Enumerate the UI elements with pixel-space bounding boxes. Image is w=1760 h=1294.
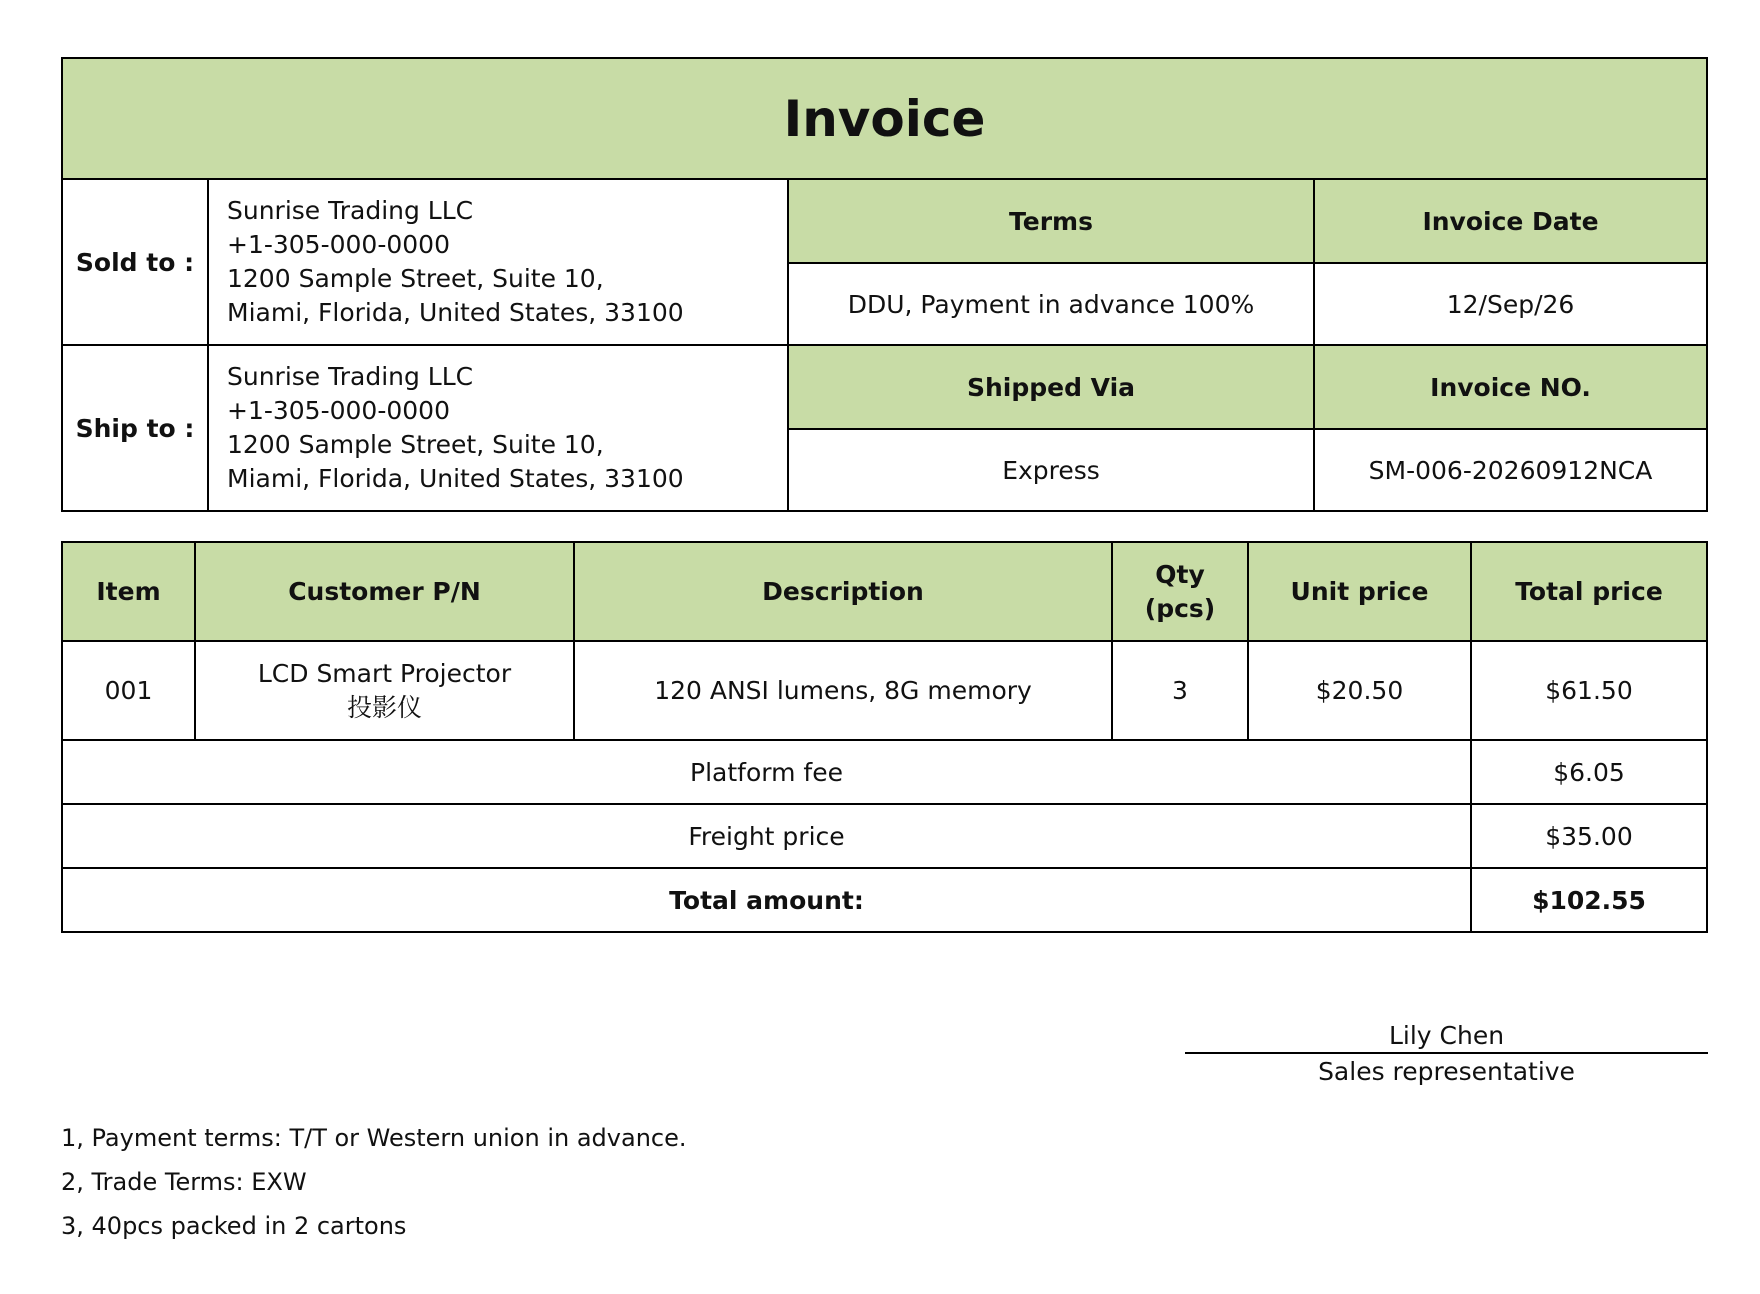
platform-fee-value: $6.05 <box>1471 740 1707 804</box>
col-header-customer-pn: Customer P/N <box>195 542 574 641</box>
items-header-row <box>62 542 1707 641</box>
ship-to-city: Miami, Florida, United States, 33100 <box>227 464 684 493</box>
freight-price-row <box>62 804 1707 868</box>
ship-to-address <box>208 345 788 511</box>
table-row <box>62 641 1707 740</box>
sold-to-company: Sunrise Trading LLC <box>227 196 474 225</box>
ship-to-phone: +1-305-000-0000 <box>227 396 450 425</box>
col-header-total-price: Total price <box>1471 542 1707 641</box>
terms-header: Terms <box>788 179 1314 263</box>
signature-block <box>1185 1020 1708 1090</box>
col-header-qty-line1: Qty <box>1155 559 1205 589</box>
items-table <box>61 541 1708 933</box>
terms-value: DDU, Payment in advance 100% <box>788 263 1314 345</box>
invoice-header-table <box>61 57 1708 512</box>
freight-price-label: Freight price <box>62 804 1471 868</box>
total-amount-value: $102.55 <box>1471 868 1707 932</box>
ship-to-company: Sunrise Trading LLC <box>227 362 474 391</box>
sold-to-street: 1200 Sample Street, Suite 10, <box>227 264 604 293</box>
ship-to-street: 1200 Sample Street, Suite 10, <box>227 430 604 459</box>
platform-fee-row <box>62 740 1707 804</box>
invoice-no-header: Invoice NO. <box>1314 345 1707 429</box>
cell-unit-price: $20.50 <box>1248 641 1471 740</box>
col-header-qty-line2: (pcs) <box>1144 593 1216 623</box>
cell-total-price: $61.50 <box>1471 641 1707 740</box>
cell-customer-pn <box>195 641 574 740</box>
platform-fee-label: Platform fee <box>62 740 1471 804</box>
total-amount-row <box>62 868 1707 932</box>
sold-to-label: Sold to : <box>62 179 208 345</box>
shipped-via-value: Express <box>788 429 1314 511</box>
cell-customer-pn-line1: LCD Smart Projector <box>257 658 512 688</box>
cell-customer-pn-line2: 投影仪 <box>346 692 422 722</box>
sold-to-address <box>208 179 788 345</box>
col-header-unit-price: Unit price <box>1248 542 1471 641</box>
shipped-via-header: Shipped Via <box>788 345 1314 429</box>
invoice-sheet <box>61 57 1706 933</box>
signature-role: Sales representative <box>1318 1057 1575 1086</box>
col-header-item: Item <box>62 542 195 641</box>
cell-item: 001 <box>62 641 195 740</box>
col-header-qty <box>1112 542 1248 641</box>
note-item: 1, Payment terms: T/T or Western union in advance. <box>61 1124 687 1152</box>
cell-qty: 3 <box>1112 641 1248 740</box>
invoice-date-header: Invoice Date <box>1314 179 1707 263</box>
note-item: 3, 40pcs packed in 2 cartons <box>61 1212 407 1240</box>
ship-to-label: Ship to : <box>62 345 208 511</box>
invoice-title: Invoice <box>62 58 1707 179</box>
invoice-date-value: 12/Sep/26 <box>1314 263 1707 345</box>
sold-to-phone: +1-305-000-0000 <box>227 230 450 259</box>
notes-list <box>61 1116 961 1248</box>
invoice-no-value: SM-006-20260912NCA <box>1314 429 1707 511</box>
total-amount-label: Total amount: <box>62 868 1471 932</box>
signature-name: Lily Chen <box>1185 1020 1708 1054</box>
cell-description: 120 ANSI lumens, 8G memory <box>574 641 1112 740</box>
col-header-description: Description <box>574 542 1112 641</box>
freight-price-value: $35.00 <box>1471 804 1707 868</box>
note-item: 2, Trade Terms: EXW <box>61 1168 307 1196</box>
sold-to-city: Miami, Florida, United States, 33100 <box>227 298 684 327</box>
